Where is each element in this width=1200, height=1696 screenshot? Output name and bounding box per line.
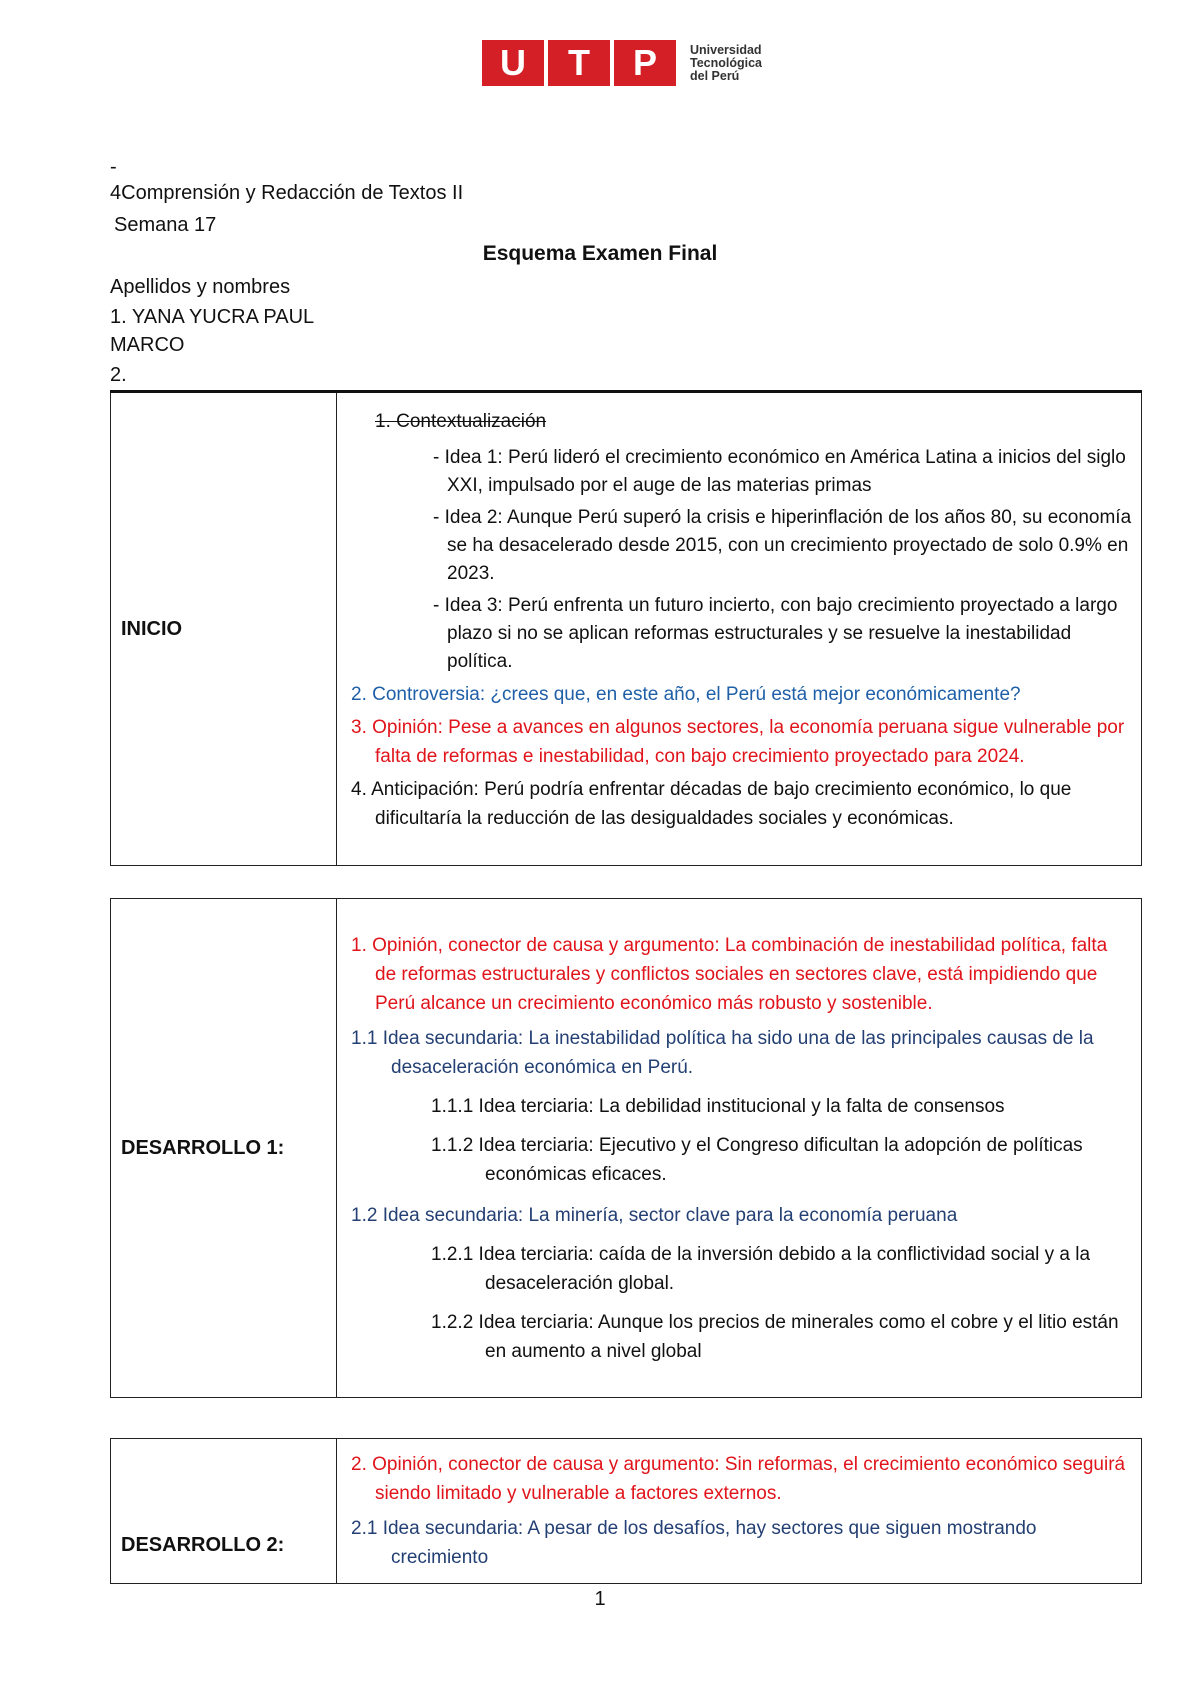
inicio-idea-1: - Idea 1: Perú lideró el crecimiento económico en América Latina a inicios del siglo XXI, impulsado por el auge de las materias primas: [433, 447, 1126, 496]
inicio-idea-3: - Idea 3: Perú enfrenta un futuro incierto, con bajo crecimiento proyectado a largo plazo si no se aplican reformas estructurales y se resuelve la inestabilidad política.: [433, 595, 1118, 672]
logo-line-1: Universidad: [690, 42, 762, 57]
course-title: 4Comprensión y Redacción de Textos II: [110, 182, 464, 204]
desarrollo1-ter-1-2-1: 1.2.1 Idea terciaria: caída de la inversión debido a la conflictividad social y a la desaceleración global.: [431, 1243, 1091, 1294]
student-name-1a: 1. YANA YUCRA PAUL: [110, 306, 315, 328]
inicio-label: INICIO: [111, 392, 337, 866]
inicio-idea-2: - Idea 2: Aunque Perú superó la crisis e hiperinflación de los años 80, su economía se ha desacelerado desde 2015, con un crecimiento proyectado de solo 0.9% en 2023.: [433, 507, 1132, 584]
header-dash: -: [110, 156, 117, 178]
opinion-item: 3. Opinión: Pese a avances en algunos sectores, la economía peruana sigue vulnerable por falta de reformas e inestabilidad, con bajo crecimiento proyectado para 2024.: [351, 717, 1125, 767]
desarrollo1-ter-1-1-1: 1.1.1 Idea terciaria: La debilidad institucional y la falta de consensos: [431, 1095, 1005, 1117]
logo-letter-p: P: [614, 40, 676, 86]
desarrollo1-ter-1-2-2: 1.2.2 Idea terciaria: Aunque los precios de minerales como el cobre y el litio están en aumento a nivel global: [431, 1311, 1119, 1362]
desarrollo2-label: DESARROLLO 2:: [111, 1439, 337, 1584]
student-name-2: 2.: [110, 364, 127, 386]
desarrollo2-table: [110, 1438, 1142, 1584]
logo-line-3: del Perú: [690, 68, 740, 83]
logo-letter-u: U: [482, 40, 544, 86]
week-label: Semana 17: [114, 214, 217, 236]
desarrollo1-opinion: 1. Opinión, conector de causa y argumento: La combinación de inestabilidad política, falta de reformas estructurales y conflictos sociales en sectores clave, está impidiendo que Perú alcance un crecimiento económico más robusto y sostenible.: [351, 934, 1108, 1014]
document-title: Esquema Examen Final: [482, 242, 718, 265]
desarrollo1-content: [337, 899, 1142, 1398]
anticipacion-item: 4. Anticipación: Perú podría enfrentar décadas de bajo crecimiento económico, lo que dificultaría la reducción de las desigualdades sociales y económicas.: [351, 779, 1072, 829]
names-label: Apellidos y nombres: [110, 276, 291, 298]
student-name-1b: MARCO: [110, 334, 185, 356]
desarrollo2-opinion: 2. Opinión, conector de causa y argumento: Sin reformas, el crecimiento económico seguirá siendo limitado y vulnerable a factores externos.: [351, 1454, 1126, 1504]
desarrollo1-label: DESARROLLO 1:: [111, 899, 337, 1398]
controversia-item: 2. Controversia: ¿crees que, en este año, el Perú está mejor económicamente?: [351, 684, 1021, 705]
logo-line-2: Tecnológica: [690, 55, 763, 70]
utp-logo: [482, 40, 762, 86]
desarrollo1-ter-1-1-2: 1.1.2 Idea terciaria: Ejecutivo y el Congreso dificultan la adopción de políticas económicas eficaces.: [431, 1134, 1083, 1185]
contextualizacion-heading: 1. Contextualización: [375, 411, 547, 432]
desarrollo1-sec-2: 1.2 Idea secundaria: La minería, sector clave para la economía peruana: [351, 1204, 958, 1226]
desarrollo2-sec-1: 2.1 Idea secundaria: A pesar de los desafíos, hay sectores que siguen mostrando crecimiento: [351, 1518, 1037, 1568]
desarrollo1-table: [110, 898, 1142, 1398]
page-number: 1: [594, 1588, 606, 1610]
desarrollo1-sec-1: 1.1 Idea secundaria: La inestabilidad política ha sido una de las principales causas de la desaceleración económica en Perú.: [351, 1027, 1094, 1078]
logo-text: [690, 44, 762, 83]
inicio-table: [110, 390, 1142, 866]
logo-letter-t: T: [548, 40, 610, 86]
desarrollo2-content: [337, 1439, 1142, 1584]
inicio-content: [337, 392, 1142, 866]
